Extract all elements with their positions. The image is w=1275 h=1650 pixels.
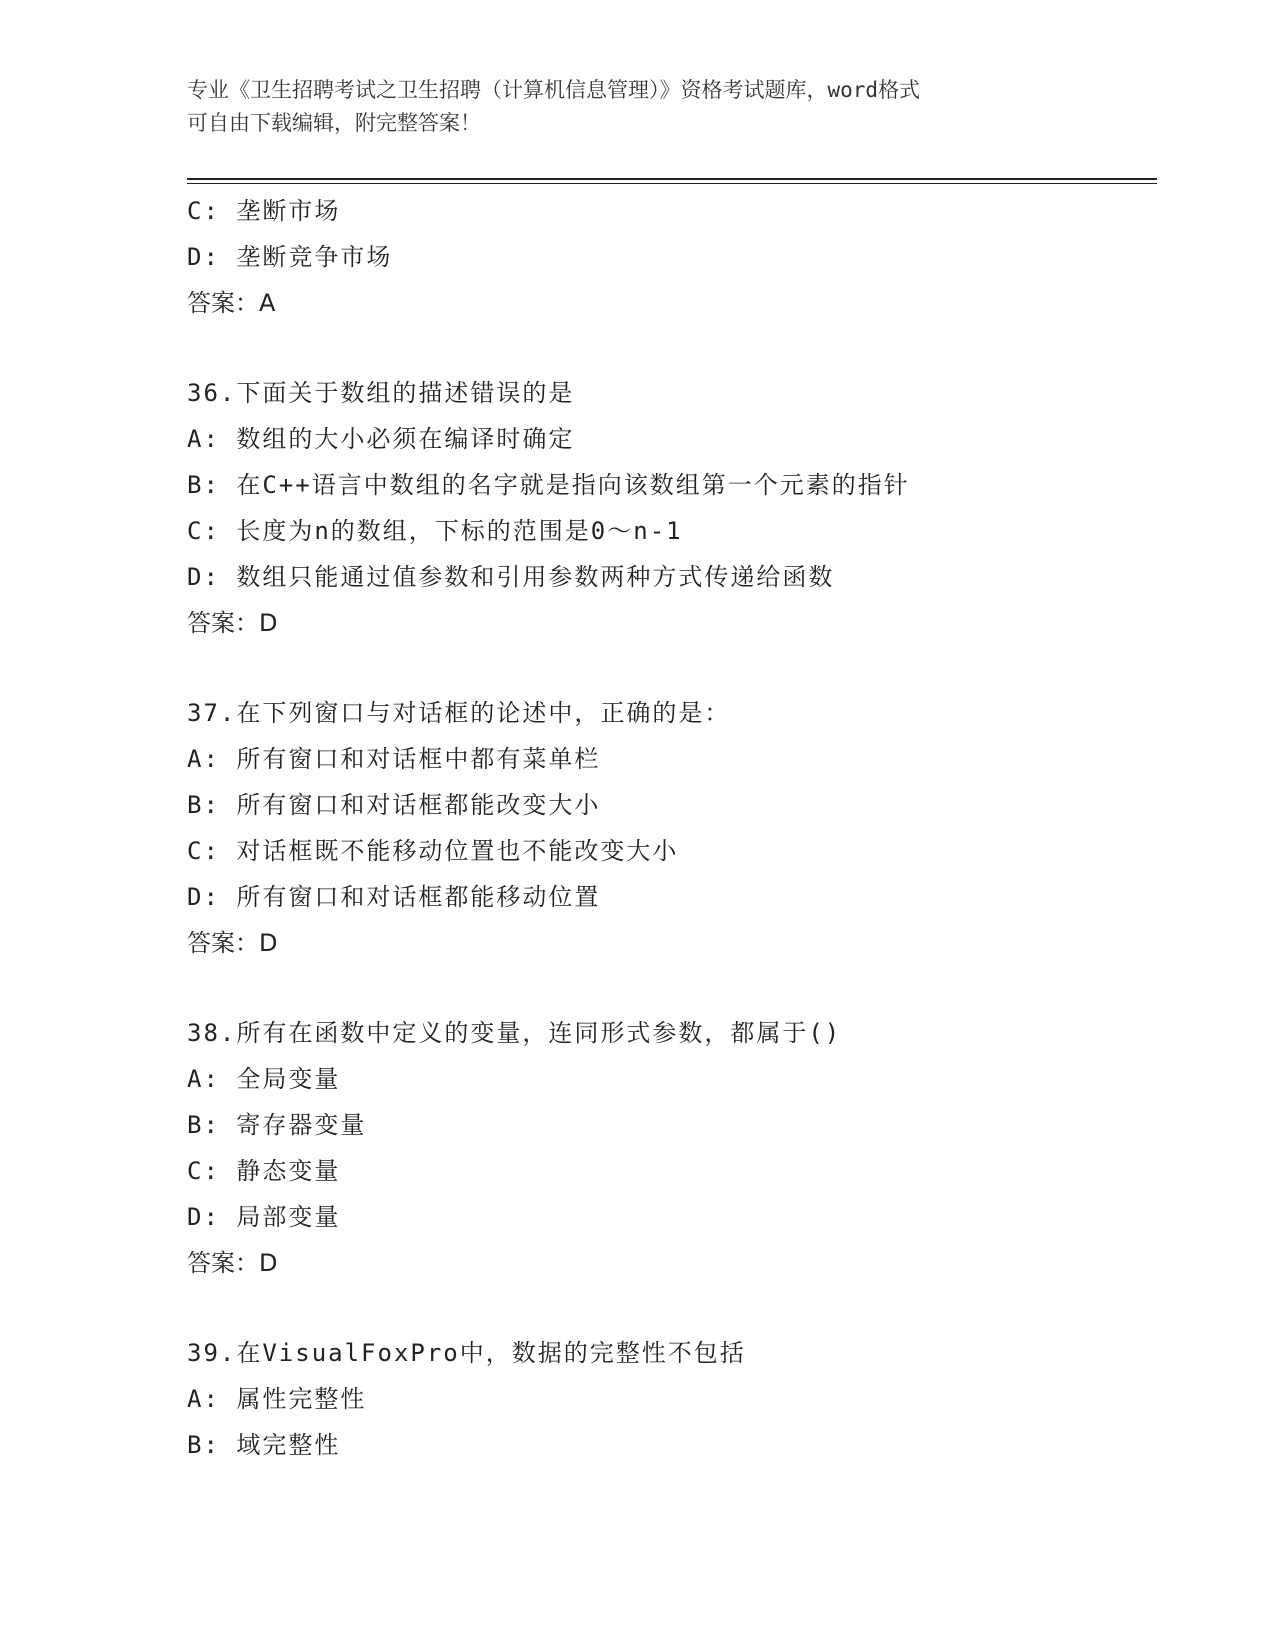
option-b [187,462,1157,508]
option-text: 属性完整性 [236,1385,367,1413]
option-d [187,234,1157,280]
answer-line [187,920,1157,966]
continued-question [187,188,1157,326]
question-text: 下面关于数组的描述错误的是 [236,379,575,407]
option-text: 静态变量 [236,1157,341,1185]
option-text: 对话框既不能移动位置也不能改变大小 [236,837,679,865]
option-text: 垄断市场 [236,197,341,225]
option-text: 全局变量 [236,1065,341,1093]
option-label: C: [187,837,220,865]
option-a [187,416,1157,462]
question-stem [187,690,1157,736]
option-b [187,1102,1157,1148]
option-label: D: [187,1203,220,1231]
option-label: B: [187,1111,220,1139]
answer-label: 答案： [187,929,259,957]
option-text: 所有窗口和对话框都能改变大小 [236,791,601,819]
option-label: A: [187,425,220,453]
option-c [187,188,1157,234]
option-text: 长度为n的数组，下标的范围是0～n-1 [236,517,683,545]
answer-label: 答案： [187,1249,259,1277]
answer-value: A [259,289,276,317]
option-text: 在C++语言中数组的名字就是指向该数组第一个元素的指针 [236,471,910,499]
option-text: 局部变量 [236,1203,341,1231]
question-list [187,188,1157,1468]
question-stem [187,1010,1157,1056]
option-text: 所有窗口和对话框都能移动位置 [236,883,601,911]
answer-value: D [259,1249,278,1277]
answer-value: D [259,929,278,957]
option-d [187,874,1157,920]
question-38 [187,1010,1157,1286]
question-37 [187,690,1157,966]
answer-label: 答案： [187,609,259,637]
question-text: 在下列窗口与对话框的论述中，正确的是： [236,699,731,727]
question-text: 在VisualFoxPro中，数据的完整性不包括 [236,1339,746,1367]
document-header [187,74,1087,140]
option-label: D: [187,243,220,271]
header-divider [187,178,1157,184]
answer-line [187,600,1157,646]
question-36 [187,370,1157,646]
option-a [187,1376,1157,1422]
question-number: 37. [187,699,237,727]
option-text: 域完整性 [236,1431,341,1459]
option-text: 寄存器变量 [236,1111,367,1139]
option-c [187,828,1157,874]
question-stem [187,370,1157,416]
question-number: 39. [187,1339,237,1367]
option-b [187,1422,1157,1468]
option-a [187,1056,1157,1102]
option-label: A: [187,745,220,773]
option-label: D: [187,563,220,591]
option-text: 所有窗口和对话框中都有菜单栏 [236,745,601,773]
answer-line [187,280,1157,326]
option-label: A: [187,1385,220,1413]
question-39 [187,1330,1157,1468]
option-c [187,508,1157,554]
answer-line [187,1240,1157,1286]
question-number: 36. [187,379,237,407]
option-label: C: [187,1157,220,1185]
option-label: C: [187,197,220,225]
option-text: 垄断竞争市场 [236,243,393,271]
question-text: 所有在函数中定义的变量，连同形式参数，都属于() [236,1019,842,1047]
option-d [187,554,1157,600]
answer-value: D [259,609,278,637]
option-text: 数组只能通过值参数和引用参数两种方式传递给函数 [236,563,835,591]
question-stem [187,1330,1157,1376]
option-label: A: [187,1065,220,1093]
header-line-2: 可自由下载编辑，附完整答案！ [187,111,481,135]
option-label: B: [187,791,220,819]
option-label: D: [187,883,220,911]
option-label: B: [187,471,220,499]
option-label: B: [187,1431,220,1459]
question-number: 38. [187,1019,237,1047]
option-d [187,1194,1157,1240]
option-b [187,782,1157,828]
option-a [187,736,1157,782]
option-c [187,1148,1157,1194]
answer-label: 答案： [187,289,259,317]
option-label: C: [187,517,220,545]
header-line-1: 专业《卫生招聘考试之卫生招聘（计算机信息管理）》资格考试题库，word格式 [187,78,921,102]
option-text: 数组的大小必须在编译时确定 [236,425,575,453]
